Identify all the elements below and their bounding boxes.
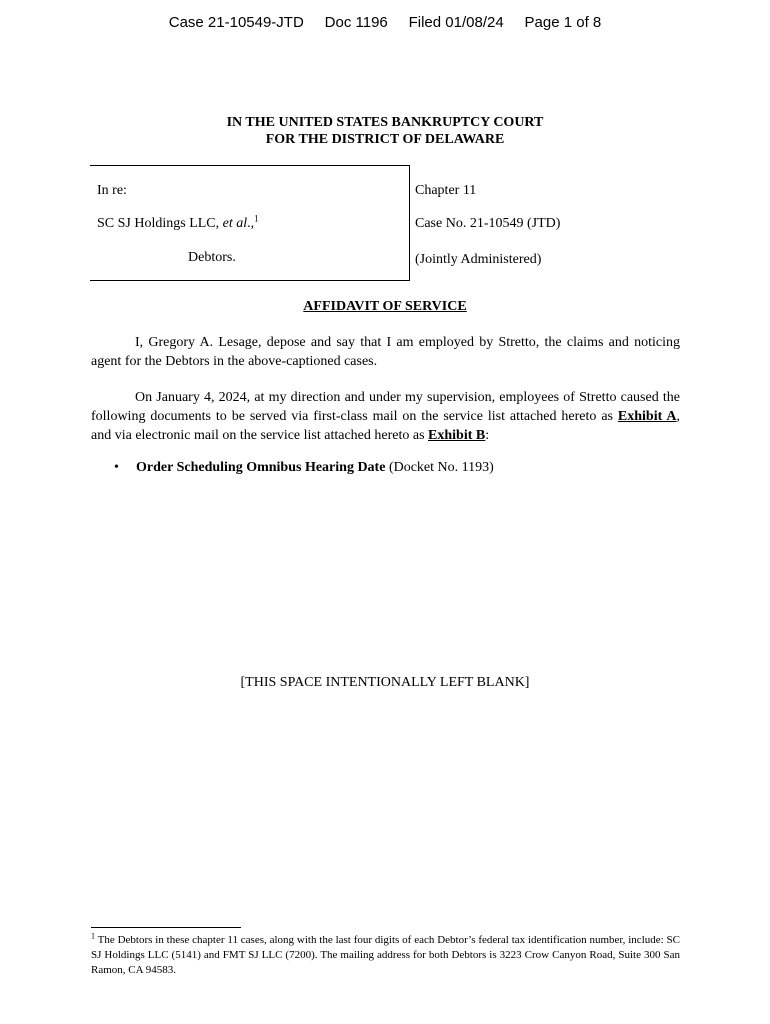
caption-case-number: Case No. 21-10549 (JTD) bbox=[415, 216, 561, 231]
caption-rule-bottom bbox=[90, 280, 410, 281]
blank-space-notice: [THIS SPACE INTENTIONALLY LEFT BLANK] bbox=[240, 675, 530, 690]
served-document-item bbox=[136, 460, 494, 476]
paragraph-employment: I, Gregory A. Lesage, depose and say that I am employed by Stretto, the claims and noticing agent for the Debtors in the above-captioned cases. bbox=[91, 335, 680, 369]
caption-rule-top bbox=[90, 165, 410, 166]
caption-et-al: et al bbox=[222, 216, 248, 231]
header-page-number: Page 1 of 8 bbox=[524, 14, 602, 31]
served-document-title: Order Scheduling Omnibus Hearing Date bbox=[136, 460, 386, 475]
court-name-line1: IN THE UNITED STATES BANKRUPTCY COURT bbox=[226, 115, 544, 130]
footnote-text: The Debtors in these chapter 11 cases, along with the last four digits of each Debtor’s federal tax identification number, include: SC SJ Holdings LLC (5141) and FMT SJ LLC (7200). The mailing address for both Debtors is 3223 Crow Canyon Road, Suite 300 San Ramon, CA 94583. bbox=[91, 934, 680, 976]
caption-debtors-label: Debtors. bbox=[188, 250, 236, 265]
footnote-reference: 1 bbox=[254, 213, 259, 224]
caption-in-re: In re: bbox=[97, 183, 127, 198]
header-doc-number: Doc 1196 bbox=[324, 14, 388, 31]
served-document-docket: (Docket No. 1193) bbox=[385, 460, 494, 475]
exhibit-b-ref: Exhibit B bbox=[428, 428, 486, 443]
court-name-line2: FOR THE DISTRICT OF DELAWARE bbox=[265, 132, 505, 147]
caption-debtor-name: SC SJ Holdings LLC, et al.,$^1$ bbox=[97, 213, 259, 231]
caption-jointly-administered: (Jointly Administered) bbox=[415, 252, 542, 267]
caption-rule-vertical bbox=[409, 165, 410, 281]
paragraph-service: On January 4, 2024, at my direction and under my supervision, employees of Stretto caused the following documents to be served via first-class mail on the service list attached hereto as Exhibit A, and via electronic mail on the service list attached hereto as Exhibit B: bbox=[91, 390, 680, 443]
footnote-marker: 1 bbox=[91, 931, 95, 941]
footnote bbox=[91, 933, 680, 978]
caption-chapter: Chapter 11 bbox=[415, 183, 477, 198]
footnote-divider bbox=[91, 927, 241, 928]
exhibit-a-ref: Exhibit A bbox=[617, 409, 677, 424]
page-header bbox=[0, 14, 770, 31]
header-case-number: Case 21-10549-JTD bbox=[168, 14, 304, 31]
bullet-icon: • bbox=[114, 460, 119, 475]
document-title: AFFIDAVIT OF SERVICE bbox=[303, 299, 467, 314]
header-filed-date: Filed 01/08/24 bbox=[408, 14, 504, 31]
